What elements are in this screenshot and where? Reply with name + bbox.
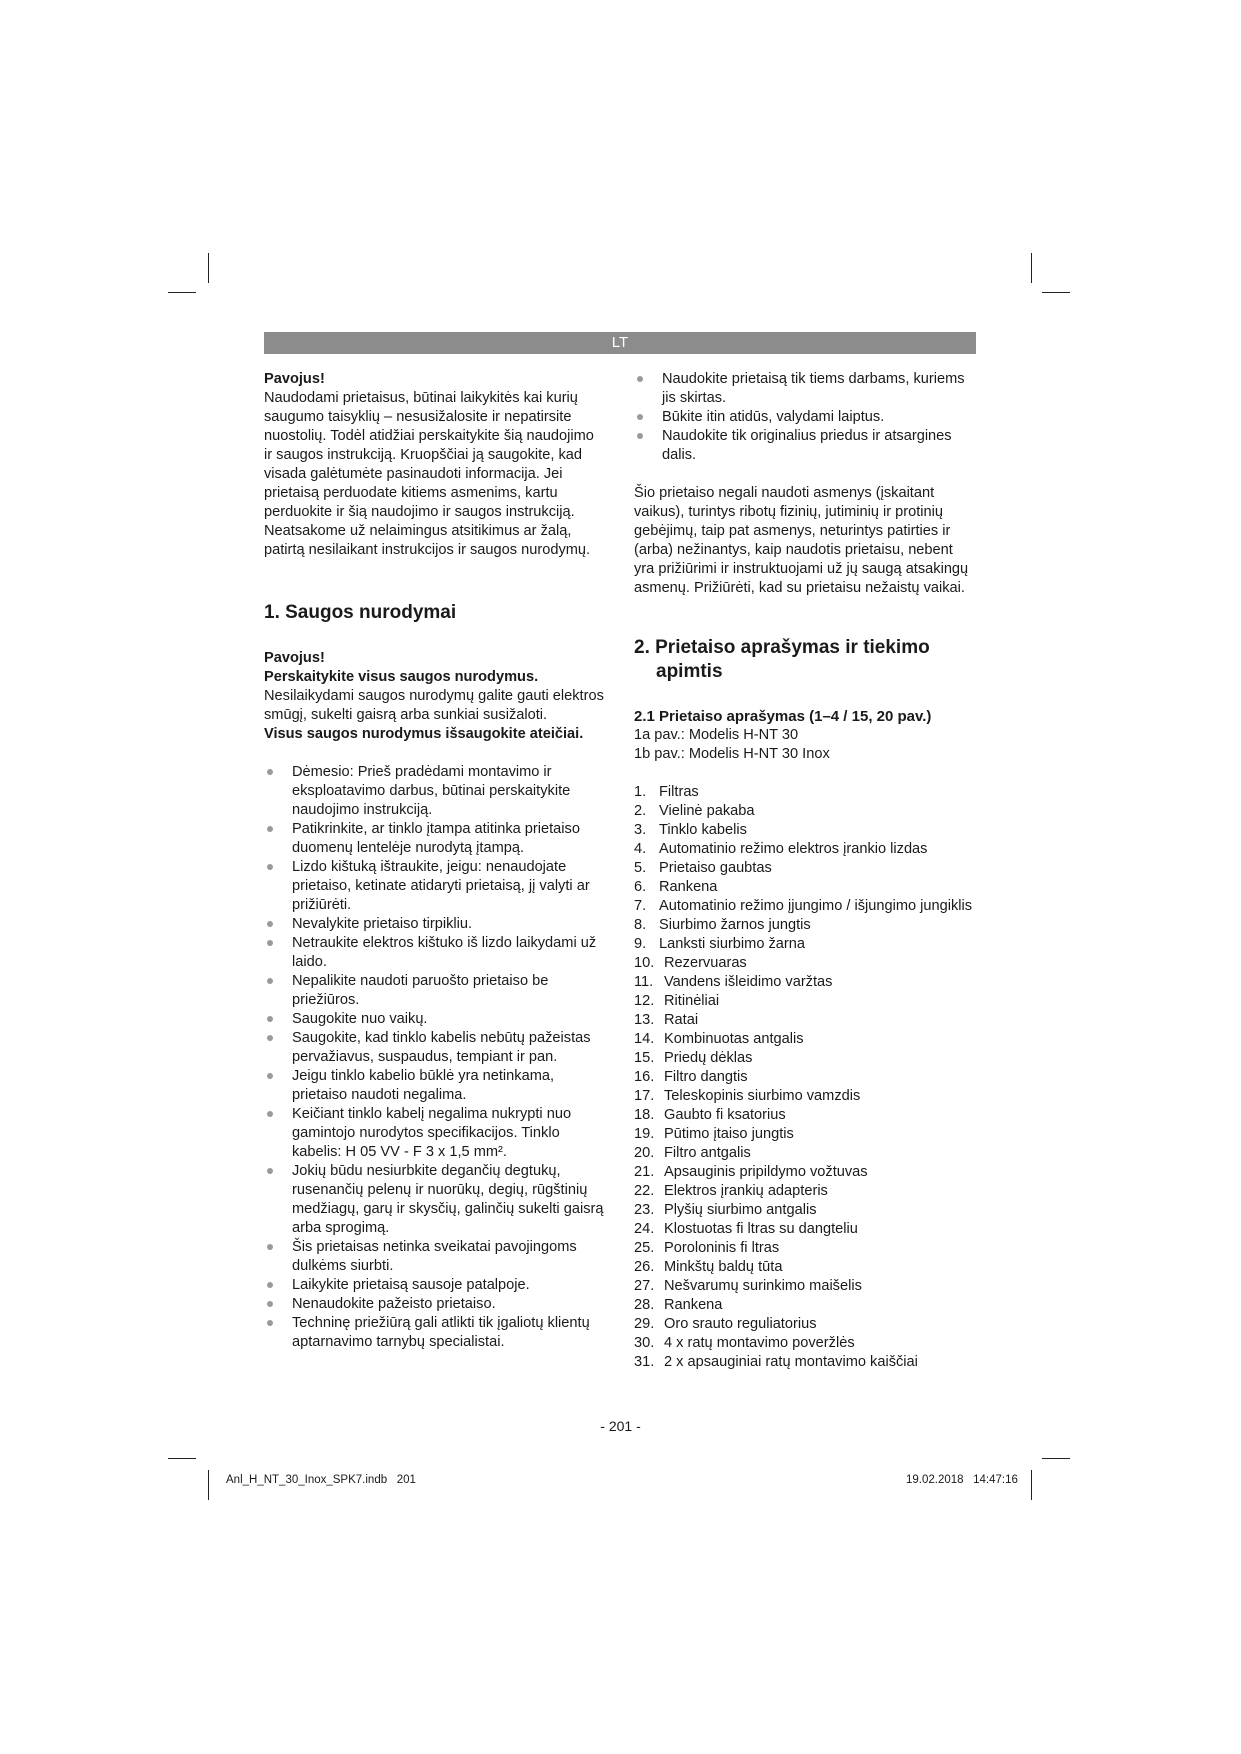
list-item: 26. Minkštų baldų tūta bbox=[634, 1259, 783, 1275]
language-header: LT bbox=[264, 332, 976, 354]
page-number: - 201 - bbox=[600, 1418, 641, 1434]
list-item: Laikykite prietaisą sausoje patalpoje. bbox=[264, 1276, 606, 1295]
list-item: 5. Prietaiso gaubtas bbox=[634, 860, 772, 876]
list-item: 17. Teleskopinis siurbimo vamzdis bbox=[634, 1088, 861, 1104]
list-item: 16. Filtro dangtis bbox=[634, 1069, 748, 1085]
subsection-2-1-heading: 2.1 Prietaiso aprašymas (1–4 / 15, 20 pav.) bbox=[634, 708, 932, 725]
list-item: Nepalikite naudoti paruošto prietaiso be priežiūros. bbox=[264, 972, 606, 1010]
print-timestamp: 19.02.2018 14:47:16 bbox=[906, 1474, 1018, 1486]
crop-mark bbox=[208, 1470, 209, 1500]
list-item: Saugokite, kad tinklo kabelis nebūtų pažeistas pervažiavus, suspaudus, tempiant ir pan. bbox=[264, 1029, 606, 1067]
crop-mark bbox=[208, 253, 209, 283]
list-item: 31. 2 x apsauginiai ratų montavimo kaiščiai bbox=[634, 1354, 918, 1370]
list-item: 2. Vielinė pakaba bbox=[634, 803, 755, 819]
safety-list bbox=[264, 763, 606, 1352]
list-item: 8. Siurbimo žarnos jungtis bbox=[634, 917, 811, 933]
right-column bbox=[634, 370, 976, 1372]
list-item: 27. Nešvarumų surinkimo maišelis bbox=[634, 1278, 862, 1294]
list-item: Lizdo kištuką ištraukite, jeigu: nenaudojate prietaiso, ketinate atidaryti prietaisą, jį valyti ar prižiūrėti. bbox=[264, 858, 606, 915]
danger-title: Pavojus! bbox=[264, 650, 325, 666]
list-item: Techninę priežiūrą gali atlikti tik įgaliotų klientų aptarnavimo tarnybų specialistai. bbox=[264, 1314, 606, 1352]
crop-mark bbox=[168, 1458, 196, 1459]
list-item: 12. Ritinėliai bbox=[634, 993, 720, 1009]
file-slug: Anl_H_NT_30_Inox_SPK7.indb 201 bbox=[226, 1474, 416, 1486]
list-item: 15. Priedų dėklas bbox=[634, 1050, 753, 1066]
danger-lead-bold: Perskaitykite visus saugos nurodymus. bbox=[264, 669, 539, 685]
parts-list bbox=[634, 783, 976, 1372]
usage-list bbox=[634, 370, 976, 465]
list-item: Jeigu tinklo kabelio būklė yra netinkama, prietaiso naudoti negalima. bbox=[264, 1067, 606, 1105]
crop-mark bbox=[1031, 253, 1032, 283]
warning-title: Pavojus! bbox=[264, 371, 325, 387]
list-item: Nenaudokite pažeisto prietaiso. bbox=[264, 1295, 606, 1314]
list-item: 13. Ratai bbox=[634, 1012, 699, 1028]
list-item: 3. Tinklo kabelis bbox=[634, 822, 747, 838]
warning-text: Naudodami prietaisus, būtinai laikykitės kai kurių saugumo taisyklių – nesusižalosite ir nepatirsite nuostolių. Todėl atidžiai perskaitykite šią naudojimo ir saugos instrukciją. Kruopščiai ją saugokite, kad visada galėtumėte pasinaudoti informacija. Jei prietaisą perduodate kitiems asmenims, kartu perduokite ir šią naudojimo ir saugos instrukciją. Neatsakome už nelaimingus atsitikimus ar žalą, patirtą nesilaikant instrukcijos ir saugos nurodymų. bbox=[264, 390, 594, 558]
list-item: Naudokite prietaisą tik tiems darbams, kuriems jis skirtas. bbox=[634, 370, 976, 408]
list-item: Jokių būdu nesiurbkite degančių degtukų, rusenančių pelenų ir nuorūkų, degių, rūgštinių medžiagų, garų ir skysčių, galinčių sukelti gaisrą arba sprogimą. bbox=[264, 1162, 606, 1238]
list-item: 22. Elektros įrankių adapteris bbox=[634, 1183, 828, 1199]
list-item: Dėmesio: Prieš pradėdami montavimo ir eksploatavimo darbus, būtinai perskaitykite naudojimo instrukciją. bbox=[264, 763, 606, 820]
list-item: 6. Rankena bbox=[634, 879, 718, 895]
list-item: Netraukite elektros kištuko iš lizdo laikydami už laido. bbox=[264, 934, 606, 972]
list-item: Šis prietaisas netinka sveikatai pavojingoms dulkėms siurbti. bbox=[264, 1238, 606, 1276]
list-item: 4. Automatinio režimo elektros įrankio lizdas bbox=[634, 841, 928, 857]
list-item: 1. Filtras bbox=[634, 784, 699, 800]
list-item: 18. Gaubto fi ksatorius bbox=[634, 1107, 786, 1123]
crop-mark bbox=[168, 292, 196, 293]
crop-mark bbox=[1042, 292, 1070, 293]
figure-1b-caption: 1b pav.: Modelis H-NT 30 Inox bbox=[634, 746, 830, 762]
crop-mark bbox=[1042, 1458, 1070, 1459]
list-item: Būkite itin atidūs, valydami laiptus. bbox=[634, 408, 976, 427]
list-item: 19. Pūtimo įtaiso jungtis bbox=[634, 1126, 794, 1142]
danger-keep: Visus saugos nurodymus išsaugokite ateičiai. bbox=[264, 726, 584, 742]
list-item: 9. Lanksti siurbimo žarna bbox=[634, 936, 806, 952]
list-item: 7. Automatinio režimo įjungimo / išjungimo jungiklis bbox=[634, 898, 973, 914]
danger-lead-rest: Nesilaikydami saugos nurodymų galite gauti elektros smūgį, sukelti gaisrą arba sunkiai susižaloti. bbox=[264, 688, 604, 723]
list-item: Saugokite nuo vaikų. bbox=[264, 1010, 606, 1029]
list-item: 28. Rankena bbox=[634, 1297, 723, 1313]
list-item: 25. Poroloninis fi ltras bbox=[634, 1240, 780, 1256]
list-item: 29. Oro srauto reguliatorius bbox=[634, 1316, 817, 1332]
list-item: Nevalykite prietaiso tirpikliu. bbox=[264, 915, 606, 934]
list-item: 20. Filtro antgalis bbox=[634, 1145, 751, 1161]
persons-notice: Šio prietaiso negali naudoti asmenys (įskaitant vaikus), turintys ribotų fizinių, jutiminių ir protinių gebėjimų, taip pat asmenys, neturintys patirties ir (arba) nežinantys, kaip naudotis prietaisu, nebent yra prižiūrimi ir instruktuojami už jų saugą atsakingų asmenų. Prižiūrėti, kad su prietaisu nežaistų vaikai. bbox=[634, 485, 969, 596]
list-item: 14. Kombinuotas antgalis bbox=[634, 1031, 804, 1047]
list-item: Patikrinkite, ar tinklo įtampa atitinka prietaiso duomenų lentelėje nurodytą įtampą. bbox=[264, 820, 606, 858]
section1-heading: 1. Saugos nurodymai bbox=[264, 602, 457, 623]
list-item: Naudokite tik originalius priedus ir atsargines dalis. bbox=[634, 427, 976, 465]
list-item: 23. Plyšių siurbimo antgalis bbox=[634, 1202, 817, 1218]
figure-1a-caption: 1a pav.: Modelis H-NT 30 bbox=[634, 727, 799, 743]
list-item: 30. 4 x ratų montavimo poveržlės bbox=[634, 1335, 855, 1351]
list-item: 11. Vandens išleidimo varžtas bbox=[634, 974, 833, 990]
list-item: 24. Klostuotas fi ltras su dangteliu bbox=[634, 1221, 858, 1237]
list-item: 21. Apsauginis pripildymo vožtuvas bbox=[634, 1164, 868, 1180]
left-column bbox=[264, 370, 606, 1352]
list-item: Keičiant tinklo kabelį negalima nukrypti nuo gamintojo nurodytos specifikacijos. Tinklo kabelis: H 05 VV - F 3 x 1,5 mm². bbox=[264, 1105, 606, 1162]
list-item: 10. Rezervuaras bbox=[634, 955, 747, 971]
danger-lead bbox=[264, 668, 606, 725]
crop-mark bbox=[1031, 1470, 1032, 1500]
section2-heading: 2. Prietaiso aprašymas ir tiekimo apimtis bbox=[634, 637, 930, 682]
